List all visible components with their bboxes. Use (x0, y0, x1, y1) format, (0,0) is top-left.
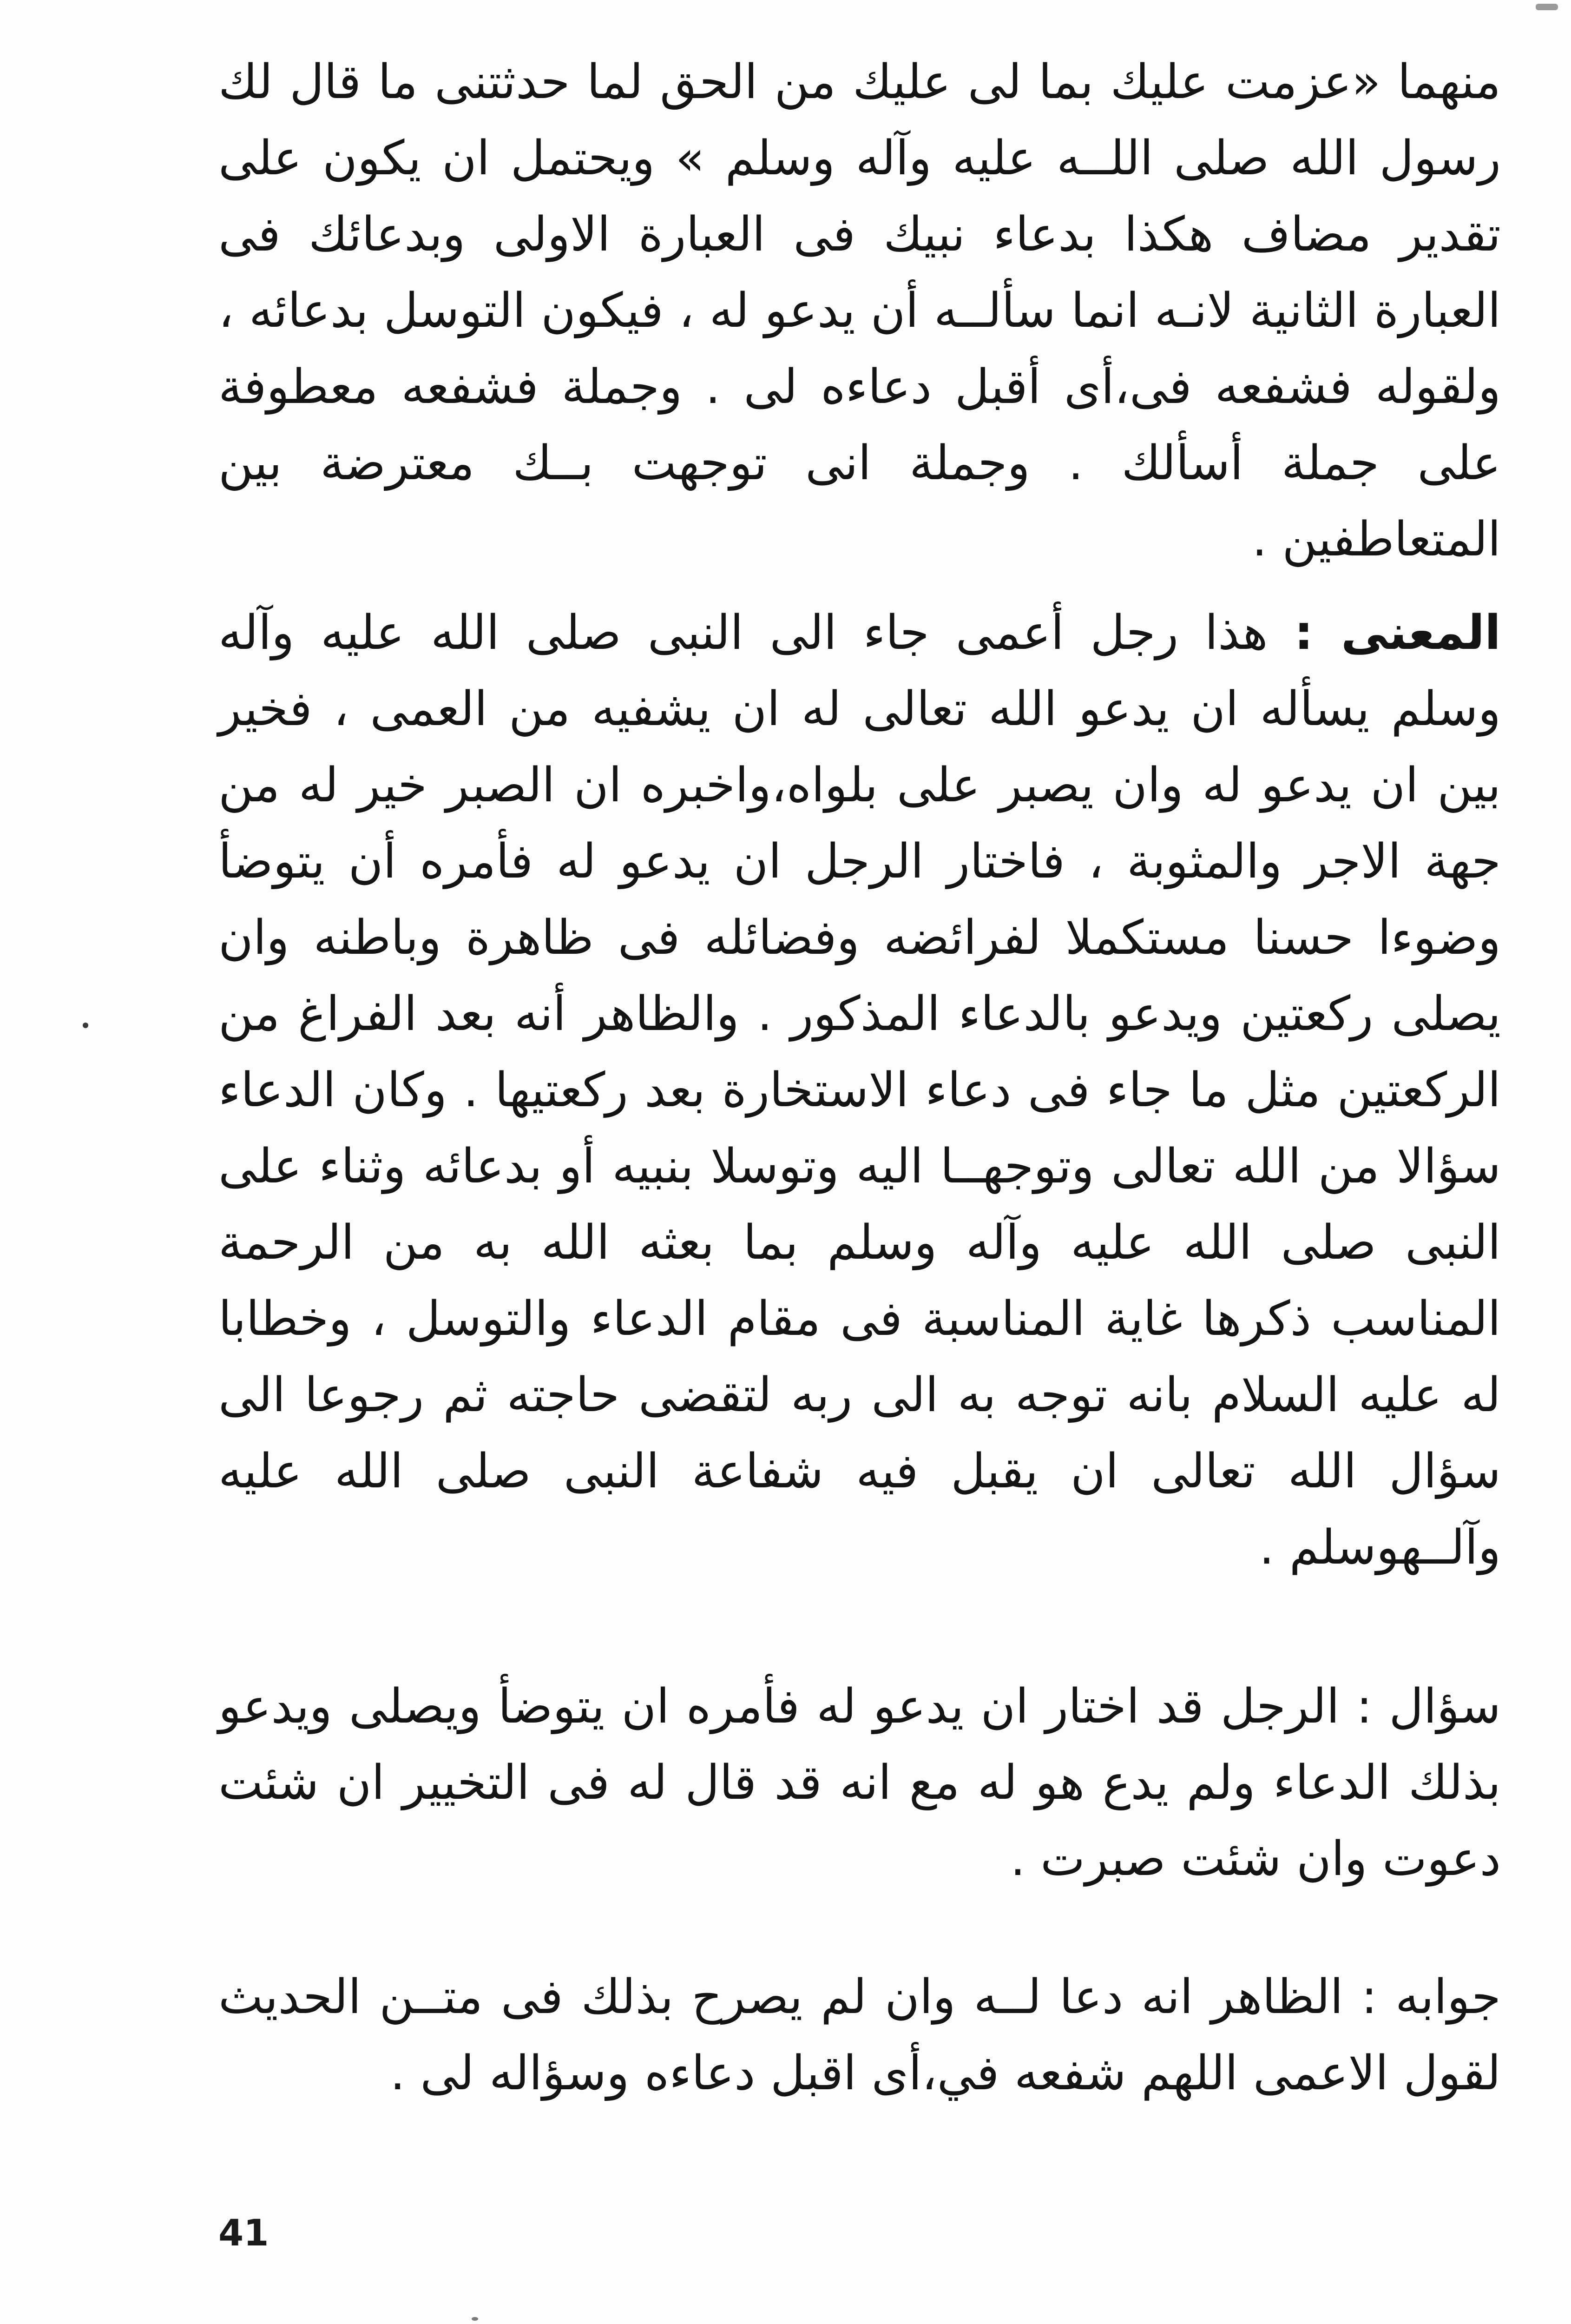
scan-speck (1536, 4, 1558, 10)
paragraph-answer (218, 1959, 1501, 2112)
paragraph-question (218, 1669, 1501, 1897)
paragraph-text: جوابه : الظاهر انه دعا لــه وان لم يصرح بذلك فى متــن الحديث لقول الاعمى اللهم شفعه في،أى اقبل دعاءه وسؤاله لى . (218, 1969, 1501, 2101)
scan-speck (472, 2317, 478, 2321)
paragraph-text: منهما «عزمت عليك بما لى عليك من الحق لما حدثتنى ما قال لك رسول الله صلى اللــه عليه وآله وسلم » ويحتمل ان يكون على تقدير مضاف هكذا بدعاء نبيك فى العبارة الاولى وبدعائك فى العبارة الثانية لانـه انما سألــه أن يدعو له ، فيكون التوسل بدعائه ، ولقوله فشفعه فى،أى أقبل دعاءه لى . وجملة فشفعه معطوفة على جملة أسألك . وجملة انى توجهت بــك معترضة بين المتعاطفين . (218, 54, 1501, 567)
paragraph-lead: المعنى : (1294, 605, 1501, 660)
paragraph-meaning (218, 595, 1501, 1586)
paragraph-continuation (218, 44, 1501, 578)
paragraph-text: هذا رجل أعمى جاء الى النبى صلى الله عليه وآله وسلم يسأله ان يدعو الله تعالى له ان يشفيه من العمى ، فخير بين ان يدعو له وان يصبر على بلواه،واخبره ان الصبر خير له من جهة الاجر والمثوبة ، فاختار الرجل ان يدعو له فأمره أن يتوضأ وضوءا حسنا مستكملا لفرائضه وفضائله فى ظاهرة وباطنه وان يصلى ركعتين ويدعو بالدعاء المذكور . والظاهر أنه بعد الفراغ من الركعتين مثل ما جاء فى دعاء الاستخارة بعد ركعتيها . وكان الدعاء سؤالا من الله تعالى وتوجهــا اليه وتوسلا بنبيه أو بدعائه وثناء على النبى صلى الله عليه وآله وسلم بما بعثه الله به من الرحمة المناسب ذكرها غاية المناسبة فى مقام الدعاء والتوسل ، وخطابا له عليه السلام بانه توجه به الى ربه لتقضى حاجته ثم رجوعا الى سؤال الله تعالى ان يقبل فيه شفاعة النبى صلى الله عليه وآلــهوسلم . (218, 605, 1501, 1575)
paragraph-text: سؤال : الرجل قد اختار ان يدعو له فأمره ان يتوضأ ويصلى ويدعو بذلك الدعاء ولم يدع هو له مع انه قد قال له فى التخيير ان شئت دعوت وان شئت صبرت . (218, 1679, 1501, 1887)
scan-speck (83, 1023, 88, 1028)
page-number: 41 (218, 2212, 269, 2254)
